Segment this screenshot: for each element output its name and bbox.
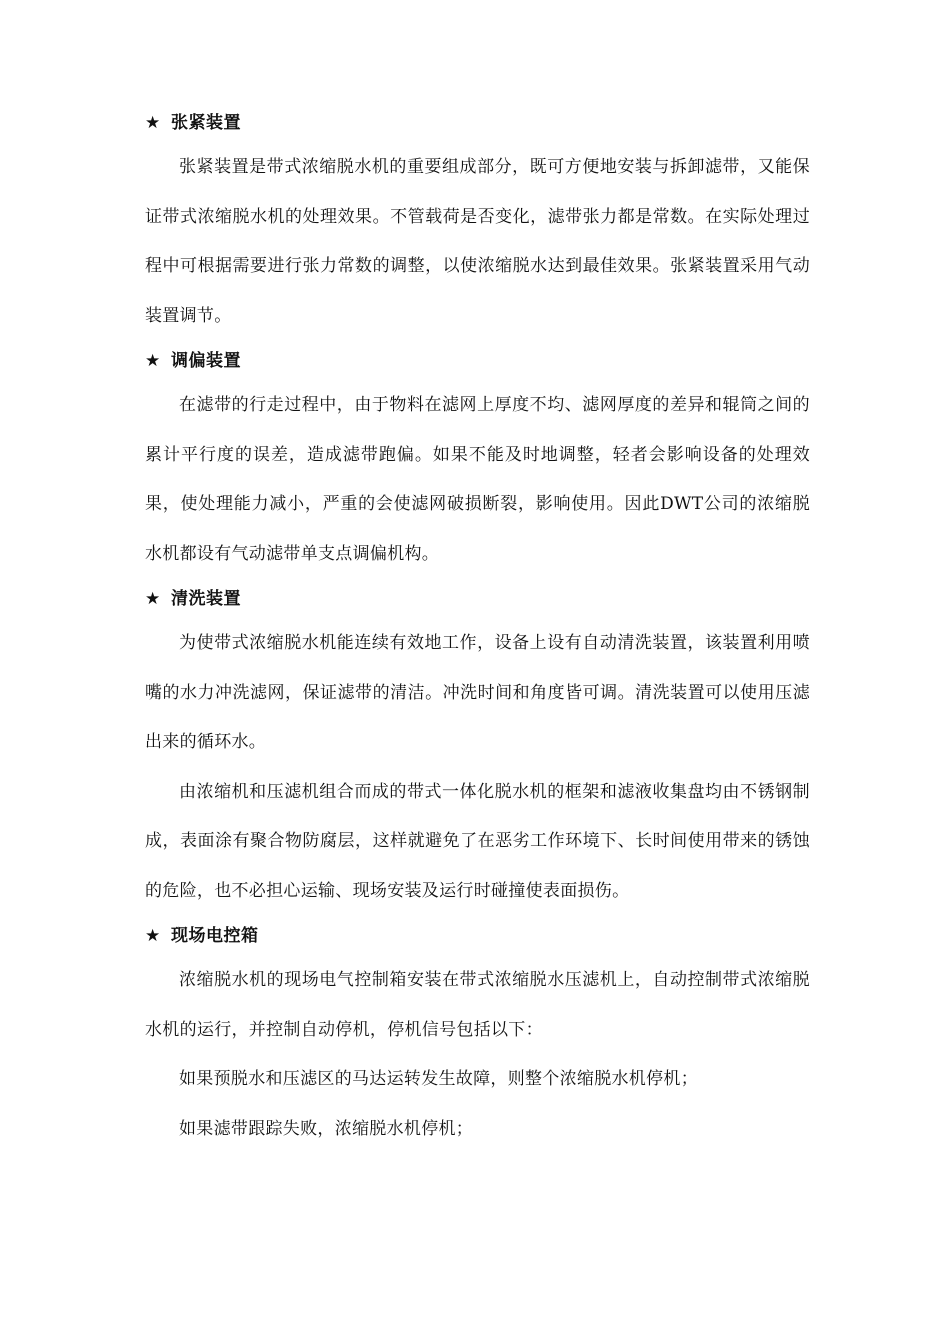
- section-heading-control-box: [145, 916, 810, 956]
- paragraph: 浓缩脱水机的现场电气控制箱安装在带式浓缩脱水压滤机上，自动控制带式浓缩脱水机的运行，并控制自动停机，停机信号包括以下：: [145, 970, 810, 1040]
- paragraph: 由浓缩机和压滤机组合而成的带式一体化脱水机的框架和滤液收集盘均由不锈钢制成，表面涂有聚合物防腐层，这样就避免了在恶劣工作环境下、长时间使用带来的锈蚀的危险，也不必担心运输、现场安装及运行时碰撞使表面损伤。: [145, 781, 810, 901]
- paragraph: 如果预脱水和压滤区的马达运转发生故障，则整个浓缩脱水机停机；: [179, 1069, 698, 1089]
- section-title: 调偏装置: [171, 351, 241, 371]
- section-heading-cleaning-device: [145, 579, 810, 619]
- section-heading-tensioner: [145, 103, 810, 143]
- paragraph: 在滤带的行走过程中，由于物料在滤网上厚度不均、滤网厚度的差异和辊筒之间的累计平行度的误差，造成滤带跑偏。如果不能及时地调整，轻者会影响设备的处理效果，使处理能力减小，严重的会使滤网破损断裂，影响使用。因此DWT公司的浓缩脱水机都设有气动滤带单支点调偏机构。: [145, 395, 810, 564]
- star-icon: ★: [145, 926, 161, 946]
- star-icon: ★: [145, 589, 161, 609]
- paragraph: 张紧装置是带式浓缩脱水机的重要组成部分，既可方便地安装与拆卸滤带，又能保证带式浓缩脱水机的处理效果。不管载荷是否变化，滤带张力都是常数。在实际处理过程中可根据需要进行张力常数的调整，以使浓缩脱水达到最佳效果。张紧装置采用气动装置调节。: [145, 157, 810, 326]
- paragraph: 为使带式浓缩脱水机能连续有效地工作，设备上设有自动清洗装置，该装置利用喷嘴的水力冲洗滤网，保证滤带的清洁。冲洗时间和角度皆可调。清洗装置可以使用压滤出来的循环水。: [145, 633, 810, 752]
- section-heading-deviation-adjuster: [145, 341, 810, 381]
- document-page: [145, 103, 810, 1154]
- paragraph: 如果滤带跟踪失败，浓缩脱水机停机；: [179, 1118, 474, 1139]
- star-icon: ★: [145, 351, 161, 371]
- star-icon: ★: [145, 113, 161, 133]
- section-title: 张紧装置: [171, 113, 241, 133]
- section-title: 现场电控箱: [171, 926, 259, 946]
- section-title: 清洗装置: [171, 589, 241, 609]
